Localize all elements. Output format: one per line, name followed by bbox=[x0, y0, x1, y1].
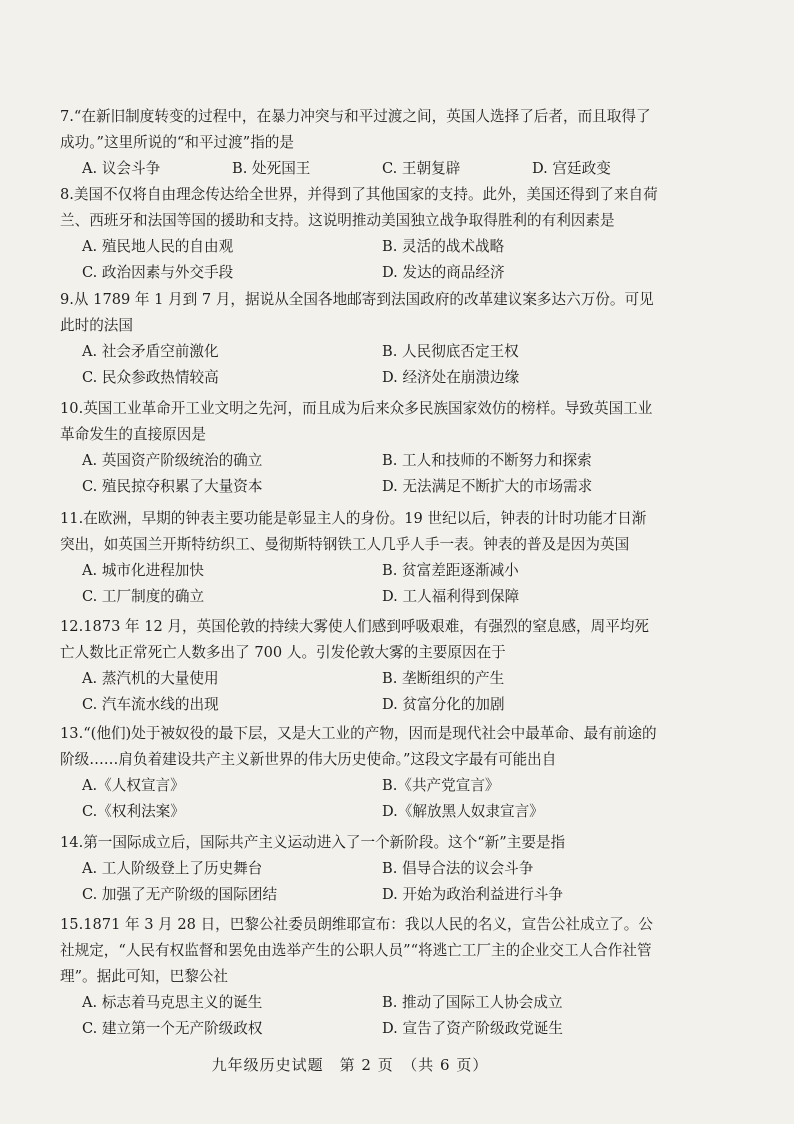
option-d: D. 开始为政治利益进行斗争 bbox=[382, 886, 563, 903]
option-d: D. 贫富分化的加剧 bbox=[382, 696, 505, 713]
option-d: D. 宫廷政变 bbox=[532, 160, 611, 177]
option-b: B.《共产党宣言》 bbox=[382, 777, 500, 794]
option-c: C. 汽车流水线的出现 bbox=[82, 696, 219, 713]
option-c: C.《权利法案》 bbox=[82, 803, 185, 820]
option-d: D. 宣告了资产阶级政党诞生 bbox=[382, 1020, 563, 1037]
option-b: B. 倡导合法的议会斗争 bbox=[382, 860, 534, 877]
question-stem: 8.美国不仅将自由理念传达给全世界，并得到了其他国家的支持。此外，美国还得到了来自荷兰、西班牙和法国等国的援助和支持。这说明推动美国独立战争取得胜利的有利因素是 bbox=[60, 186, 658, 229]
options bbox=[60, 666, 660, 718]
options bbox=[60, 448, 660, 500]
question-13 bbox=[60, 721, 660, 825]
question-stem: 9.从 1789 年 1 月到 7 月，据说从全国各地邮寄到法国政府的改革建议案多达六万份。可见此时的法国 bbox=[60, 291, 654, 334]
options bbox=[60, 558, 660, 610]
option-c: C. 加强了无产阶级的国际团结 bbox=[82, 886, 278, 903]
page-footer: 九年级历史试题 第 2 页 （共 6 页） bbox=[211, 1056, 489, 1074]
options bbox=[60, 234, 660, 286]
question-12 bbox=[60, 614, 660, 718]
option-b: B. 推动了国际工人协会成立 bbox=[382, 994, 563, 1011]
options bbox=[60, 990, 660, 1042]
option-a: A. 英国资产阶级统治的确立 bbox=[82, 452, 263, 469]
question-8 bbox=[60, 182, 660, 286]
option-a: A.《人权宣言》 bbox=[82, 777, 185, 794]
question-15 bbox=[60, 912, 660, 1042]
option-c: C. 建立第一个无产阶级政权 bbox=[82, 1020, 263, 1037]
option-b: B. 工人和技师的不断努力和探索 bbox=[382, 452, 592, 469]
option-b: B. 处死国王 bbox=[232, 160, 311, 177]
question-stem: 12.1873 年 12 月，英国伦敦的持续大雾使人们感到呼吸艰难，有强烈的窒息感，周平均死亡人数比正常死亡人数多出了 700 人。引发伦敦大雾的主要原因在于 bbox=[60, 618, 650, 661]
option-a: A. 标志着马克思主义的诞生 bbox=[82, 994, 263, 1011]
question-9 bbox=[60, 287, 660, 391]
question-stem: 13.“(他们)处于被奴役的最下层，又是大工业的产物，因而是现代社会中最革命、最有前途的阶级……肩负着建设共产主义新世界的伟大历史使命。”这段文字最有可能出自 bbox=[60, 725, 657, 768]
question-11 bbox=[60, 506, 660, 610]
option-b: B. 贫富差距逐渐减小 bbox=[382, 562, 519, 579]
question-stem: 11.在欧洲，早期的钟表主要功能是彰显主人的身份。19 世纪以后，钟表的计时功能才日渐突出，如英国兰开斯特纺织工、曼彻斯特钢铁工人几乎人手一表。钟表的普及是因为英国 bbox=[60, 510, 647, 553]
option-a: A. 议会斗争 bbox=[82, 160, 161, 177]
option-b: B. 垄断组织的产生 bbox=[382, 670, 505, 687]
question-stem: 10.英国工业革命开工业文明之先河，而且成为后来众多民族国家效仿的榜样。导致英国工业革命发生的直接原因是 bbox=[60, 400, 653, 443]
option-a: A. 蒸汽机的大量使用 bbox=[82, 670, 219, 687]
options bbox=[60, 339, 660, 391]
option-d: D. 工人福利得到保障 bbox=[382, 588, 520, 605]
option-d: D. 无法满足不断扩大的市场需求 bbox=[382, 478, 593, 495]
question-stem: 7.“在新旧制度转变的过程中，在暴力冲突与和平过渡之间，英国人选择了后者，而且取得了成功。”这里所说的“和平过渡”指的是 bbox=[60, 108, 651, 151]
option-c: C. 王朝复辟 bbox=[382, 160, 461, 177]
options bbox=[60, 156, 660, 182]
options bbox=[60, 856, 660, 908]
option-a: A. 城市化进程加快 bbox=[82, 562, 204, 579]
question-7 bbox=[60, 104, 660, 182]
option-c: C. 民众参政热情较高 bbox=[82, 369, 219, 386]
option-a: A. 殖民地人民的自由观 bbox=[82, 238, 234, 255]
options bbox=[60, 773, 660, 825]
option-d: D. 经济处在崩溃边缘 bbox=[382, 369, 520, 386]
option-d: D. 发达的商品经济 bbox=[382, 264, 505, 281]
option-a: A. 工人阶级登上了历史舞台 bbox=[82, 860, 263, 877]
option-c: C. 殖民掠夺积累了大量资本 bbox=[82, 478, 263, 495]
option-c: C. 工厂制度的确立 bbox=[82, 588, 205, 605]
option-c: C. 政治因素与外交手段 bbox=[82, 264, 234, 281]
question-stem: 14.第一国际成立后，国际共产主义运动进入了一个新阶段。这个“新”主要是指 bbox=[60, 834, 566, 851]
option-b: B. 灵活的战术战略 bbox=[382, 238, 505, 255]
option-b: B. 人民彻底否定王权 bbox=[382, 343, 519, 360]
option-a: A. 社会矛盾空前激化 bbox=[82, 343, 219, 360]
question-stem: 15.1871 年 3 月 28 日，巴黎公社委员朗维耶宣布：我以人民的名义，宣告公社成立了。公社规定，“人民有权监督和罢免由选举产生的公职人员”“将逃亡工厂主的企业交工人合作社管理”。据此可知，巴黎公社 bbox=[60, 916, 653, 985]
question-14 bbox=[60, 830, 660, 908]
option-d: D.《解放黑人奴隶宣言》 bbox=[382, 803, 544, 820]
question-10 bbox=[60, 396, 660, 500]
